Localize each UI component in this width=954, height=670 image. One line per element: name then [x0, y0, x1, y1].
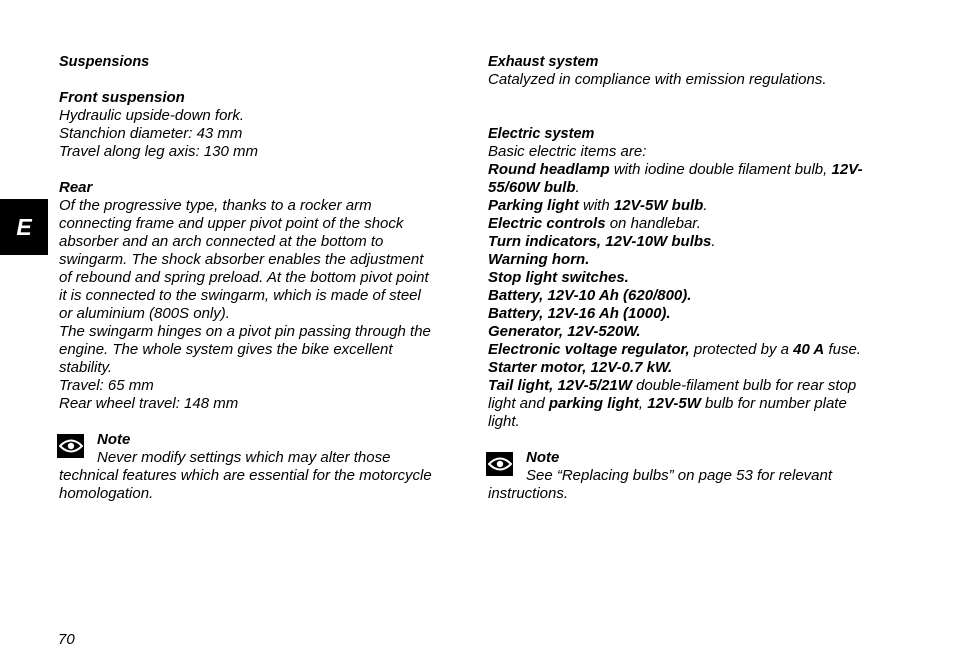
- bold-run: Round headlamp: [488, 161, 610, 178]
- text-run: fuse.: [824, 341, 861, 358]
- right-column: [488, 53, 908, 503]
- text-run: bulb for number plate: [700, 395, 847, 412]
- electric-intro: Basic electric items are:: [488, 143, 647, 160]
- electric-item-line: [488, 161, 908, 179]
- note-text: instructions.: [488, 485, 569, 502]
- note-text: Never modify settings which may alter those: [97, 449, 391, 466]
- text-line: of rebound and spring preload. At the bottom pivot point: [59, 269, 429, 286]
- front-suspension-text: [59, 107, 469, 161]
- bold-run: 12V-5W bulb: [613, 197, 704, 214]
- electric-item-line: [488, 179, 908, 197]
- bold-run: Turn indicators, 12V-10W bulbs: [488, 233, 712, 250]
- section-title-exhaust-system: Exhaust system: [488, 54, 599, 70]
- bold-run: 40 A: [793, 341, 825, 358]
- electric-item-line: [488, 395, 908, 413]
- bold-run: Battery, 12V-10 Ah (620/800).: [488, 287, 692, 304]
- bold-run: 12V-: [831, 161, 863, 178]
- exhaust-text: Catalyzed in compliance with emission regulations.: [488, 71, 827, 88]
- text-line: Travel: 65 mm: [59, 377, 154, 394]
- section-title-electric-system: Electric system: [488, 126, 595, 142]
- eye-icon: [57, 434, 84, 458]
- text-run: .: [703, 197, 708, 214]
- electric-item-line: [488, 233, 908, 251]
- text-run: with: [578, 197, 614, 214]
- text-line: Of the progressive type, thanks to a rocker arm: [59, 197, 372, 214]
- electric-item-line: [488, 323, 908, 341]
- text-line: Rear wheel travel: 148 mm: [59, 395, 239, 412]
- bold-run: Electric controls: [488, 215, 606, 232]
- electric-item-line: [488, 251, 908, 269]
- text-line: swingarm. The shock absorber enables the adjustment: [59, 251, 424, 268]
- bold-run: Starter motor, 12V-0.7 kW.: [488, 359, 673, 376]
- bold-run: Warning horn.: [488, 251, 590, 268]
- bold-run: 12V-5W: [647, 395, 701, 412]
- text-line: Hydraulic upside-down fork.: [59, 107, 245, 124]
- text-line: connecting frame and upper pivot point of the shock: [59, 215, 404, 232]
- subheading-front-suspension: Front suspension: [59, 89, 185, 106]
- section-title-suspensions: Suspensions: [59, 54, 150, 70]
- text-line: Stanchion diameter: 43 mm: [59, 125, 243, 142]
- text-line: absorber and an arch connected at the bottom to: [59, 233, 384, 250]
- text-run: light.: [488, 413, 520, 430]
- bold-run: Generator, 12V-520W.: [488, 323, 641, 340]
- electric-item-line: [488, 215, 908, 233]
- section-tab-e: E: [0, 199, 48, 255]
- bold-run: Battery, 12V-16 Ah (1000).: [488, 305, 671, 322]
- text-line: or aluminium (800S only).: [59, 305, 230, 322]
- note-text: See “Replacing bulbs” on page 53 for relevant: [526, 467, 833, 484]
- electric-item-line: [488, 341, 908, 359]
- subheading-rear: Rear: [59, 179, 93, 196]
- text-run: .: [711, 233, 716, 250]
- note-title: Note: [97, 431, 131, 448]
- page-number: 70: [58, 631, 75, 648]
- text-run: double-filament bulb for rear stop: [631, 377, 857, 394]
- text-run: light and: [488, 395, 549, 412]
- note-title: Note: [526, 449, 560, 466]
- rear-suspension-text: [59, 197, 469, 413]
- text-run: protected by a: [689, 341, 794, 358]
- bold-run: Parking light: [488, 197, 579, 214]
- electric-item-line: [488, 413, 908, 431]
- electric-item-line: [488, 305, 908, 323]
- note-text: homologation.: [59, 485, 154, 502]
- text-run: with iodine double filament bulb,: [609, 161, 832, 178]
- note-block: [59, 431, 469, 503]
- text-run: ,: [638, 395, 648, 412]
- text-line: engine. The whole system gives the bike excellent: [59, 341, 393, 358]
- text-line: Travel along leg axis: 130 mm: [59, 143, 258, 160]
- bold-run: 55/60W bulb: [488, 179, 576, 196]
- electric-items-list: [488, 161, 908, 431]
- electric-item-line: [488, 269, 908, 287]
- left-column: [59, 53, 469, 503]
- note-text: technical features which are essential for the motorcycle: [59, 467, 432, 484]
- electric-item-line: [488, 377, 908, 395]
- text-line: The swingarm hinges on a pivot pin passing through the: [59, 323, 431, 340]
- note-block: [488, 449, 908, 503]
- electric-item-line: [488, 287, 908, 305]
- electric-item-line: [488, 359, 908, 377]
- bold-run: Stop light switches.: [488, 269, 629, 286]
- text-run: on handlebar.: [605, 215, 701, 232]
- text-run: .: [575, 179, 580, 196]
- text-line: it is connected to the swingarm, which is made of steel: [59, 287, 421, 304]
- bold-run: parking light: [548, 395, 639, 412]
- eye-icon: [486, 452, 513, 476]
- bold-run: Tail light, 12V-5/21W: [488, 377, 632, 394]
- electric-item-line: [488, 197, 908, 215]
- text-line: stability.: [59, 359, 113, 376]
- bold-run: Electronic voltage regulator,: [488, 341, 690, 358]
